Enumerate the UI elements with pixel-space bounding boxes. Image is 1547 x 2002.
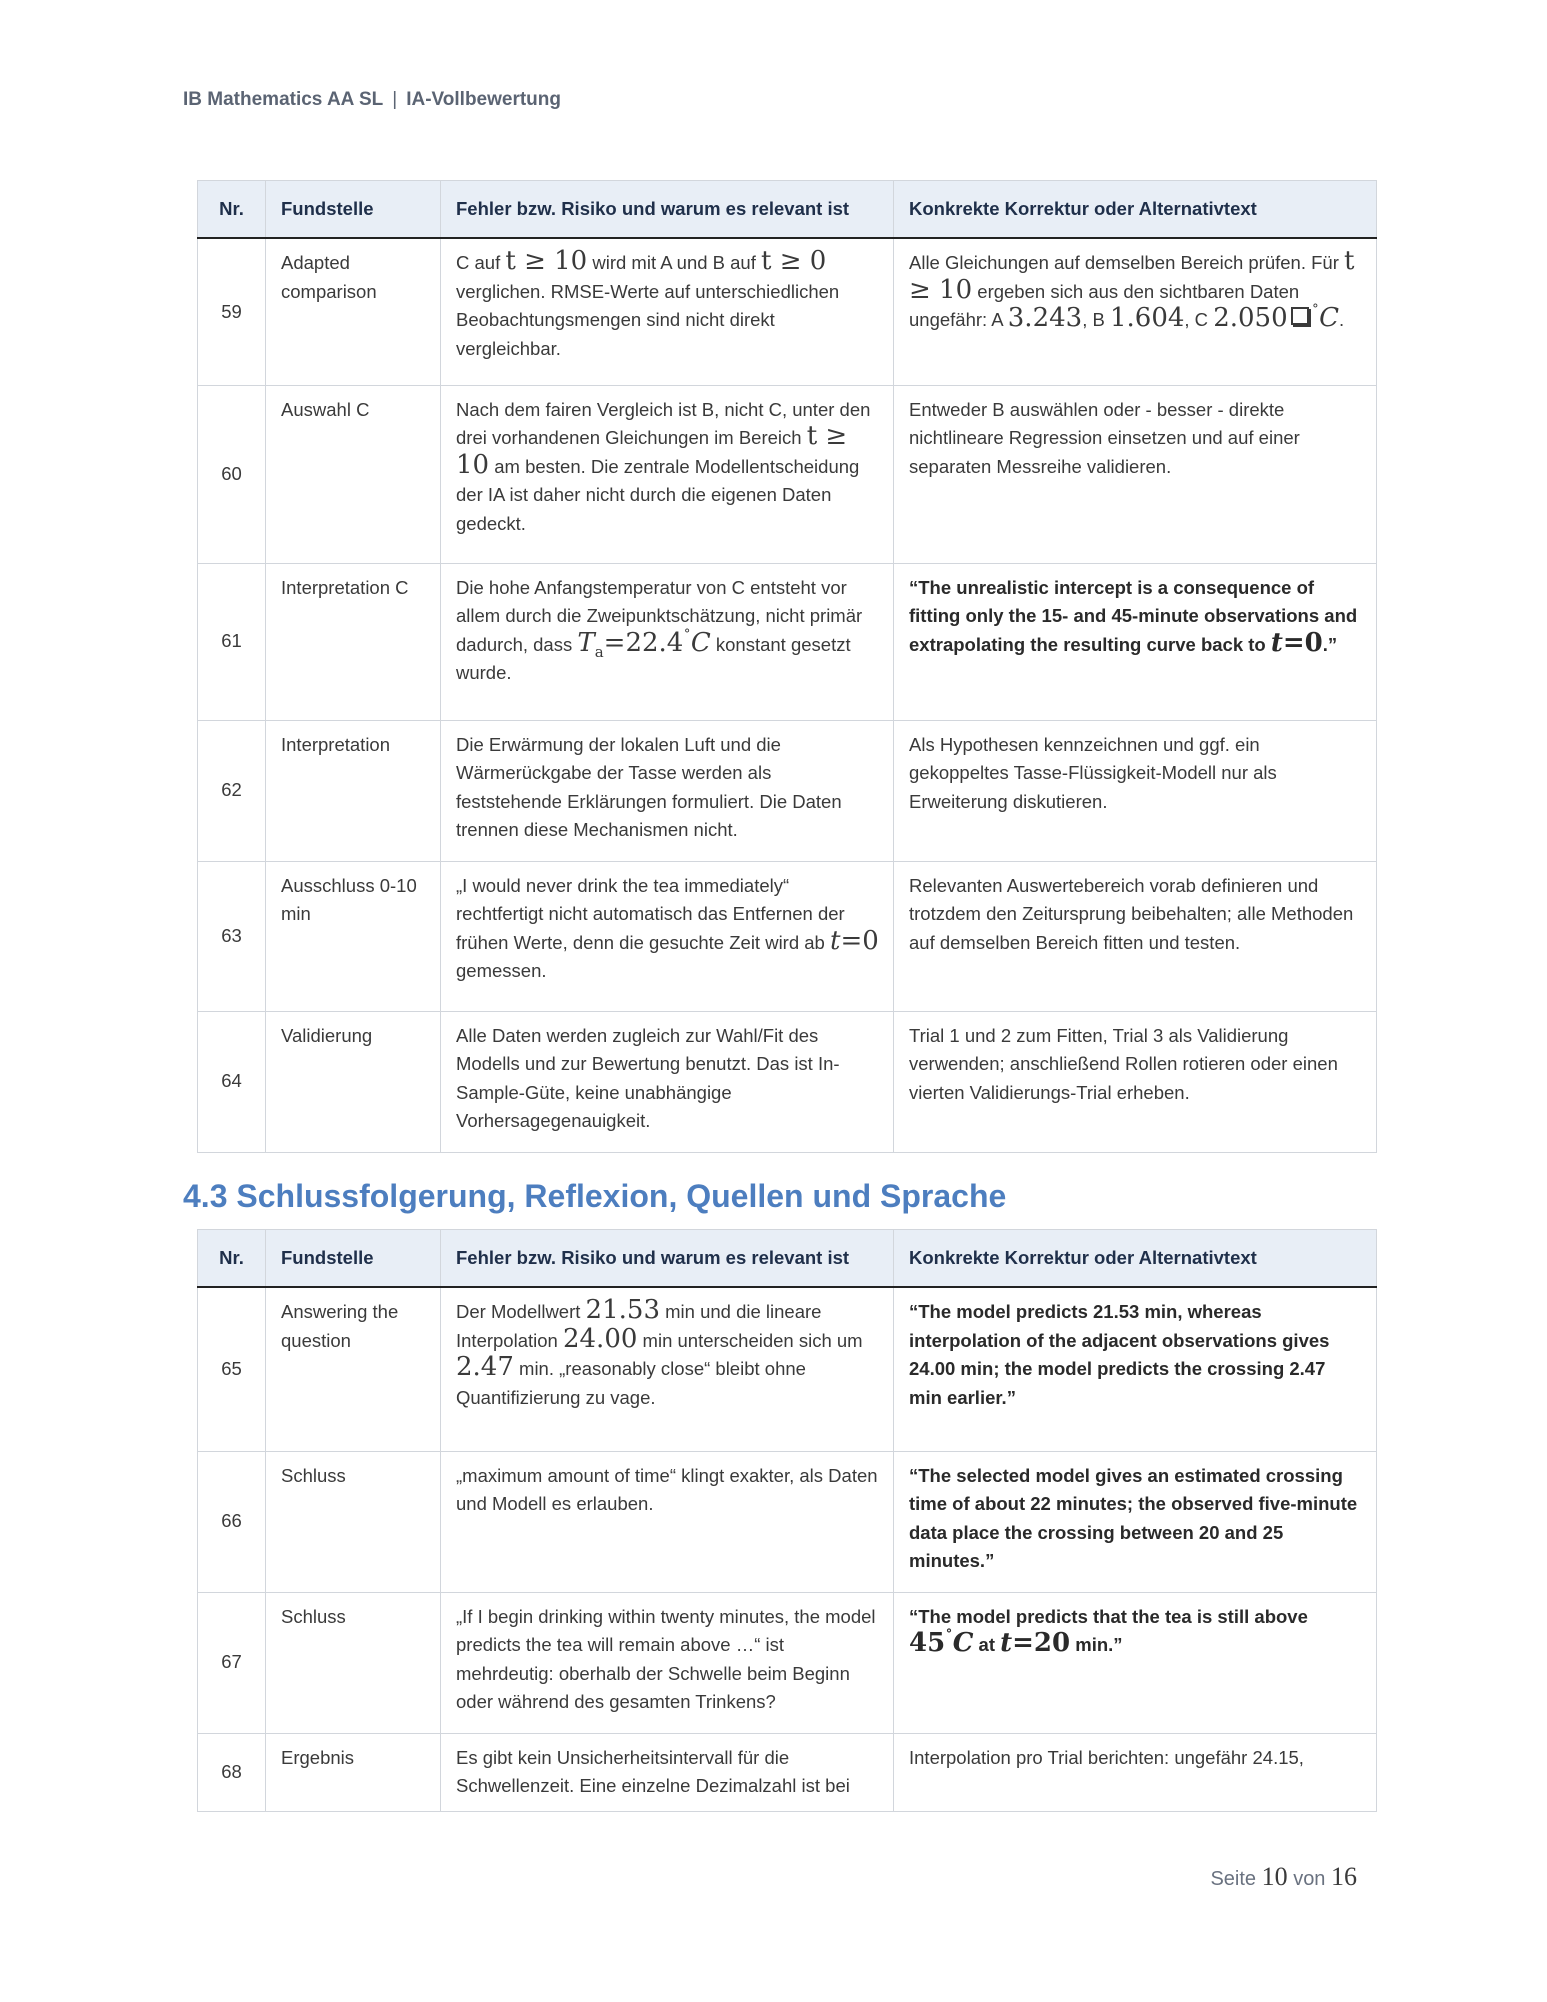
total-page-count: 16 [1331,1862,1357,1891]
row-number: 64 [198,1011,266,1152]
row-number: 66 [198,1451,266,1592]
current-page-number: 10 [1261,1862,1288,1891]
row-fehler: Die Erwärmung der lokalen Luft und die Wärmerückgabe der Tasse werden als feststehende Erklärungen formuliert. Die Daten trennen diese Mechanismen nicht. [441,720,894,861]
row-fehler: Nach dem fairen Vergleich ist B, nicht C, unter den drei vorhandenen Gleichungen im Bereich t ≥ 10 am besten. Die zentrale Modellentscheidung der IA ist daher nicht durch die eigenen Daten gedeckt. [441,385,894,563]
header-separator: | [392,89,398,110]
page-footer [1210,1862,1357,1892]
math-expression: $T_a=22.4^˚C$ [577,626,711,661]
row-fundstelle: Schluss [266,1451,441,1592]
math-value: 1.604 [1109,303,1185,333]
math-expression: t ≥ 0 [761,246,827,276]
table-row [198,1592,1377,1733]
math-value: 2.050 [1213,303,1288,333]
table-row [198,563,1377,720]
row-fundstelle: Validierung [266,1011,441,1152]
row-fehler: C auf t ≥ 10 wird mit A und B auf t ≥ 0 verglichen. RMSE-Werte auf unterschiedlichen Beobachtungsmengen sind nicht direkt vergleichbar. [441,238,894,385]
table-row [198,1011,1377,1152]
row-korrektur: Alle Gleichungen auf demselben Bereich prüfen. Für t ≥ 10 ergeben sich aus den sichtbaren Daten ungefähr: A 3.243, B 1.604, C 2.050 ˚C. [894,238,1377,385]
math-expression: 45˚C [909,1627,974,1658]
row-korrektur: Interpolation pro Trial berichten: ungefähr 24.15, [894,1733,1377,1811]
row-number: 63 [198,861,266,1011]
row-fehler: „If I begin drinking within twenty minutes, the model predicts the tea will remain above …“ ist mehrdeutig: oberhalb der Schwelle beim Beginn oder während des gesamten Trinkens? [441,1592,894,1733]
math-expression: t ≥ 10 [505,246,588,276]
math-expression: t ≥ 10 [456,421,848,480]
findings-table-conclusion [197,1229,1377,1812]
row-fundstelle: Answering the question [266,1287,441,1451]
course-name: IB Mathematics AA SL [183,89,384,110]
table-row [198,1287,1377,1451]
document-title: IA-Vollbewertung [406,89,561,110]
row-fundstelle: Adapted comparison [266,238,441,385]
row-korrektur: Als Hypothesen kennzeichnen und ggf. ein gekoppeltes Tasse-Flüssigkeit-Modell nur als Erweiterung diskutieren. [894,720,1377,861]
math-expression: t=20 [1000,1628,1071,1658]
math-value: 2.47 [456,1352,514,1382]
row-number: 59 [198,238,266,385]
row-korrektur: “The model predicts that the tea is still above 45˚C at t=20 min.” [894,1592,1377,1733]
row-fundstelle: Auswahl C [266,385,441,563]
row-fehler: Die hohe Anfangstemperatur von C entsteht vor allem durch die Zweipunktschätzung, nicht primär dadurch, dass $T_a=22.4^˚C$ konstant gesetzt wurde. [441,563,894,720]
row-korrektur: “The selected model gives an estimated crossing time of about 22 minutes; the observed five-minute data place the crossing between 20 and 25 minutes.” [894,1451,1377,1592]
row-fundstelle: Schluss [266,1592,441,1733]
column-header-korrektur: Konkrekte Korrektur oder Alternativtext [894,181,1377,239]
column-header-fundstelle: Fundstelle [266,181,441,239]
column-header-fundstelle: Fundstelle [266,1230,441,1288]
row-korrektur: Relevanten Auswertebereich vorab definieren und trotzdem den Zeitursprung beibehalten; alle Methoden auf demselben Bereich fitten und testen. [894,861,1377,1011]
row-korrektur: “The model predicts 21.53 min, whereas interpolation of the adjacent observations gives 24.00 min; the model predicts the crossing 2.47 min earlier.” [894,1287,1377,1451]
column-header-korrektur: Konkrekte Korrektur oder Alternativtext [894,1230,1377,1288]
footer-seite-label: Seite [1210,1868,1257,1890]
row-fundstelle: Ergebnis [266,1733,441,1811]
math-value: 21.53 [585,1295,660,1325]
math-expression: t=0 [829,925,879,956]
table-row [198,1733,1377,1811]
row-number: 62 [198,720,266,861]
math-expression: t=0 [1270,627,1323,658]
section-heading: 4.3 Schlussfolgerung, Reflexion, Quellen und Sprache [183,1178,1007,1214]
column-header-nr: Nr. [198,181,266,239]
row-fundstelle: Ausschluss 0-10 min [266,861,441,1011]
row-fehler: „I would never drink the tea immediately“ rechtfertigt nicht automatisch das Entfernen der frühen Werte, denn die gesuchte Zeit wird ab t=0 gemessen. [441,861,894,1011]
column-header-fehler: Fehler bzw. Risiko und warum es relevant ist [441,1230,894,1288]
math-value: 24.00 [562,1323,638,1354]
row-number: 61 [198,563,266,720]
row-fehler: „maximum amount of time“ klingt exakter, als Daten und Modell es erlauben. [441,1451,894,1592]
row-fundstelle: Interpretation C [266,563,441,720]
table-row [198,720,1377,861]
table-row [198,238,1377,385]
column-header-fehler: Fehler bzw. Risiko und warum es relevant ist [441,181,894,239]
table-row [198,1451,1377,1592]
missing-glyph-box [1291,307,1309,325]
math-value: 3.243 [1007,303,1083,333]
row-fehler: Es gibt kein Unsicherheitsintervall für die Schwellenzeit. Eine einzelne Dezimalzahl ist bei [441,1733,894,1811]
row-number: 68 [198,1733,266,1811]
degree-sign: ˚C [1311,302,1340,333]
row-fehler: Der Modellwert 21.53 min und die lineare Interpolation 24.00 min unterscheiden sich um 2.47 min. „reasonably close“ bleibt ohne Quantifizierung zu vage. [441,1287,894,1451]
row-number: 65 [198,1287,266,1451]
row-korrektur: Trial 1 und 2 zum Fitten, Trial 3 als Validierung verwenden; anschließend Rollen rotieren oder einen vierten Validierungs-Trial erheben. [894,1011,1377,1152]
row-korrektur: “The unrealistic intercept is a consequence of fitting only the 15- and 45-minute observations and extrapolating the resulting curve back to t=0.” [894,563,1377,720]
footer-von-label: von [1293,1868,1326,1890]
row-number: 67 [198,1592,266,1733]
running-header [183,89,561,111]
table-row [198,861,1377,1011]
table-header-row [198,181,1377,239]
table-row [198,385,1377,563]
column-header-nr: Nr. [198,1230,266,1288]
math-expression: t ≥ 10 [909,246,1355,305]
row-fehler: Alle Daten werden zugleich zur Wahl/Fit des Modells und zur Bewertung benutzt. Das ist In-Sample-Güte, keine unabhängige Vorhersagegenauigkeit. [441,1011,894,1152]
row-korrektur: Entweder B auswählen oder - besser - direkte nichtlineare Regression einsetzen und auf einer separaten Messreihe validieren. [894,385,1377,563]
row-fundstelle: Interpretation [266,720,441,861]
findings-table-analysis [197,180,1377,1153]
table-header-row [198,1230,1377,1288]
row-number: 60 [198,385,266,563]
